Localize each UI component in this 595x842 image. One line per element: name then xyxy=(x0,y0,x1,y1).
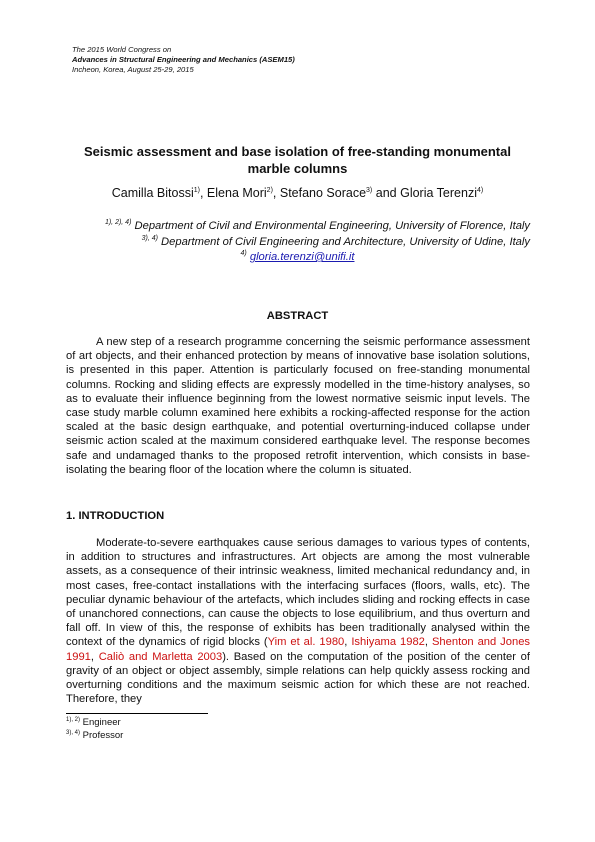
footnote-2 xyxy=(66,730,123,741)
affiliation-marks: 1), 2), 4) xyxy=(104,219,132,226)
author-mark: 1) xyxy=(193,187,200,194)
footnote-text: Professor xyxy=(82,730,124,741)
citation-separator: , xyxy=(90,650,99,663)
author-name: Elena Mori xyxy=(206,186,267,200)
author-mark: 2) xyxy=(266,187,273,194)
abstract-paragraph: A new step of a research programme concerning the seismic performance assessment of art objects, and their enhanced protection by means of innovative base isolation solutions, is presented in this paper. Attention is particularly focused on free-standing monumental columns. Rocking and sliding effects are expressly modelled in the time-history analyses, so as to evaluate their influence beginning from the lowest normative seismic input levels. The case study marble column examined here exhibits a rocking-affected response for the action scaled at the basic design earthquake, and potential overturning-induced collapse under seismic action scaled at the maximum considered earthquake level. The response becomes safe and undamaged thanks to the proposed retrofit intervention, which consists in base-isolating the bearing floor of the location where the column is situated. xyxy=(66,336,530,476)
footnote-1 xyxy=(66,717,121,728)
affiliation-2 xyxy=(40,235,530,249)
conference-line-2: Advances in Structural Engineering and Mechanics (ASEM15) xyxy=(72,55,295,64)
paper-title xyxy=(60,143,535,177)
introduction-paragraph xyxy=(66,536,530,706)
citation-link[interactable]: Shenton and Jones 1991 xyxy=(66,636,531,663)
abstract-heading: ABSTRACT xyxy=(266,310,329,322)
conference-header xyxy=(72,45,295,75)
author-mark: 4) xyxy=(476,187,484,194)
footnote-marks: 3), 4) xyxy=(66,730,81,736)
author-name: Camilla Bitossi xyxy=(111,186,194,200)
title-line-2: marble columns xyxy=(247,161,348,176)
title-line-1: Seismic assessment and base isolation of free-standing monumental xyxy=(84,144,511,159)
affiliation-1 xyxy=(40,219,530,233)
affiliation-text: Department of Civil and Environmental Engineering, University of Florence, Italy xyxy=(134,220,530,232)
email-link[interactable]: gloria.terenzi@unifi.it xyxy=(249,251,355,263)
email-mark: 4) xyxy=(240,250,247,257)
author-list: Camilla Bitossi$^{1)}$, Elena Mori$^{2)}$, Stefano Sorace$^{3)}$ and Gloria Terenzi$^{4)}$ xyxy=(111,186,484,200)
author-name: Stefano Sorace xyxy=(279,186,367,200)
authors-conjunction: and xyxy=(375,186,397,200)
email-line xyxy=(40,250,555,264)
citation-link[interactable]: Ishiyama 1982 xyxy=(351,636,425,649)
footnote-marks: 1), 2) xyxy=(66,717,81,723)
affiliation-marks: 3), 4) xyxy=(141,235,158,242)
citation-separator: , xyxy=(424,636,432,649)
section-heading-introduction: 1. INTRODUCTION xyxy=(66,510,165,522)
introduction-body xyxy=(66,536,530,706)
conference-line-1: The 2015 World Congress on xyxy=(72,45,172,54)
author-mark: 3) xyxy=(366,187,373,194)
author-name: Gloria Terenzi xyxy=(400,186,477,200)
intro-text-after: ). Based on the computation of the position of the center of gravity of an object or object assembly, simple relations can help quickly assess rocking and overturning conditions and the maximum seismic action for which these are not reached. Therefore, they xyxy=(66,650,530,706)
citation-separator: , xyxy=(344,636,352,649)
affiliation-text: Department of Civil Engineering and Architecture, University of Udine, Italy xyxy=(161,236,530,248)
citation-link[interactable]: Yim et al. 1980 xyxy=(267,636,345,649)
intro-text-before: Moderate-to-severe earthquakes cause serious damages to various types of contents, in addition to structures and infrastructures. Art objects are among the most vulnerable assets, as a consequence of their intrinsic weakness, limited mechanical redundancy and, in most cases, free-contact installations with the interfacing surfaces (floors, walls, etc). The peculiar dynamic behaviour of the artefacts, which includes sliding and rocking effects in case of unanchored connections, can cause the objects to lose equilibrium, and thus overturn and fall off. In view of this, the response of exhibits has been traditionally analysed within the context of the dynamics of rigid blocks ( xyxy=(66,537,530,649)
footnote-divider xyxy=(66,713,208,714)
abstract-body xyxy=(66,335,530,477)
conference-line-3: Incheon, Korea, August 25-29, 2015 xyxy=(72,65,194,74)
citation-link[interactable]: Caliò and Marletta 2003 xyxy=(98,650,223,663)
footnote-text: Engineer xyxy=(82,717,121,728)
